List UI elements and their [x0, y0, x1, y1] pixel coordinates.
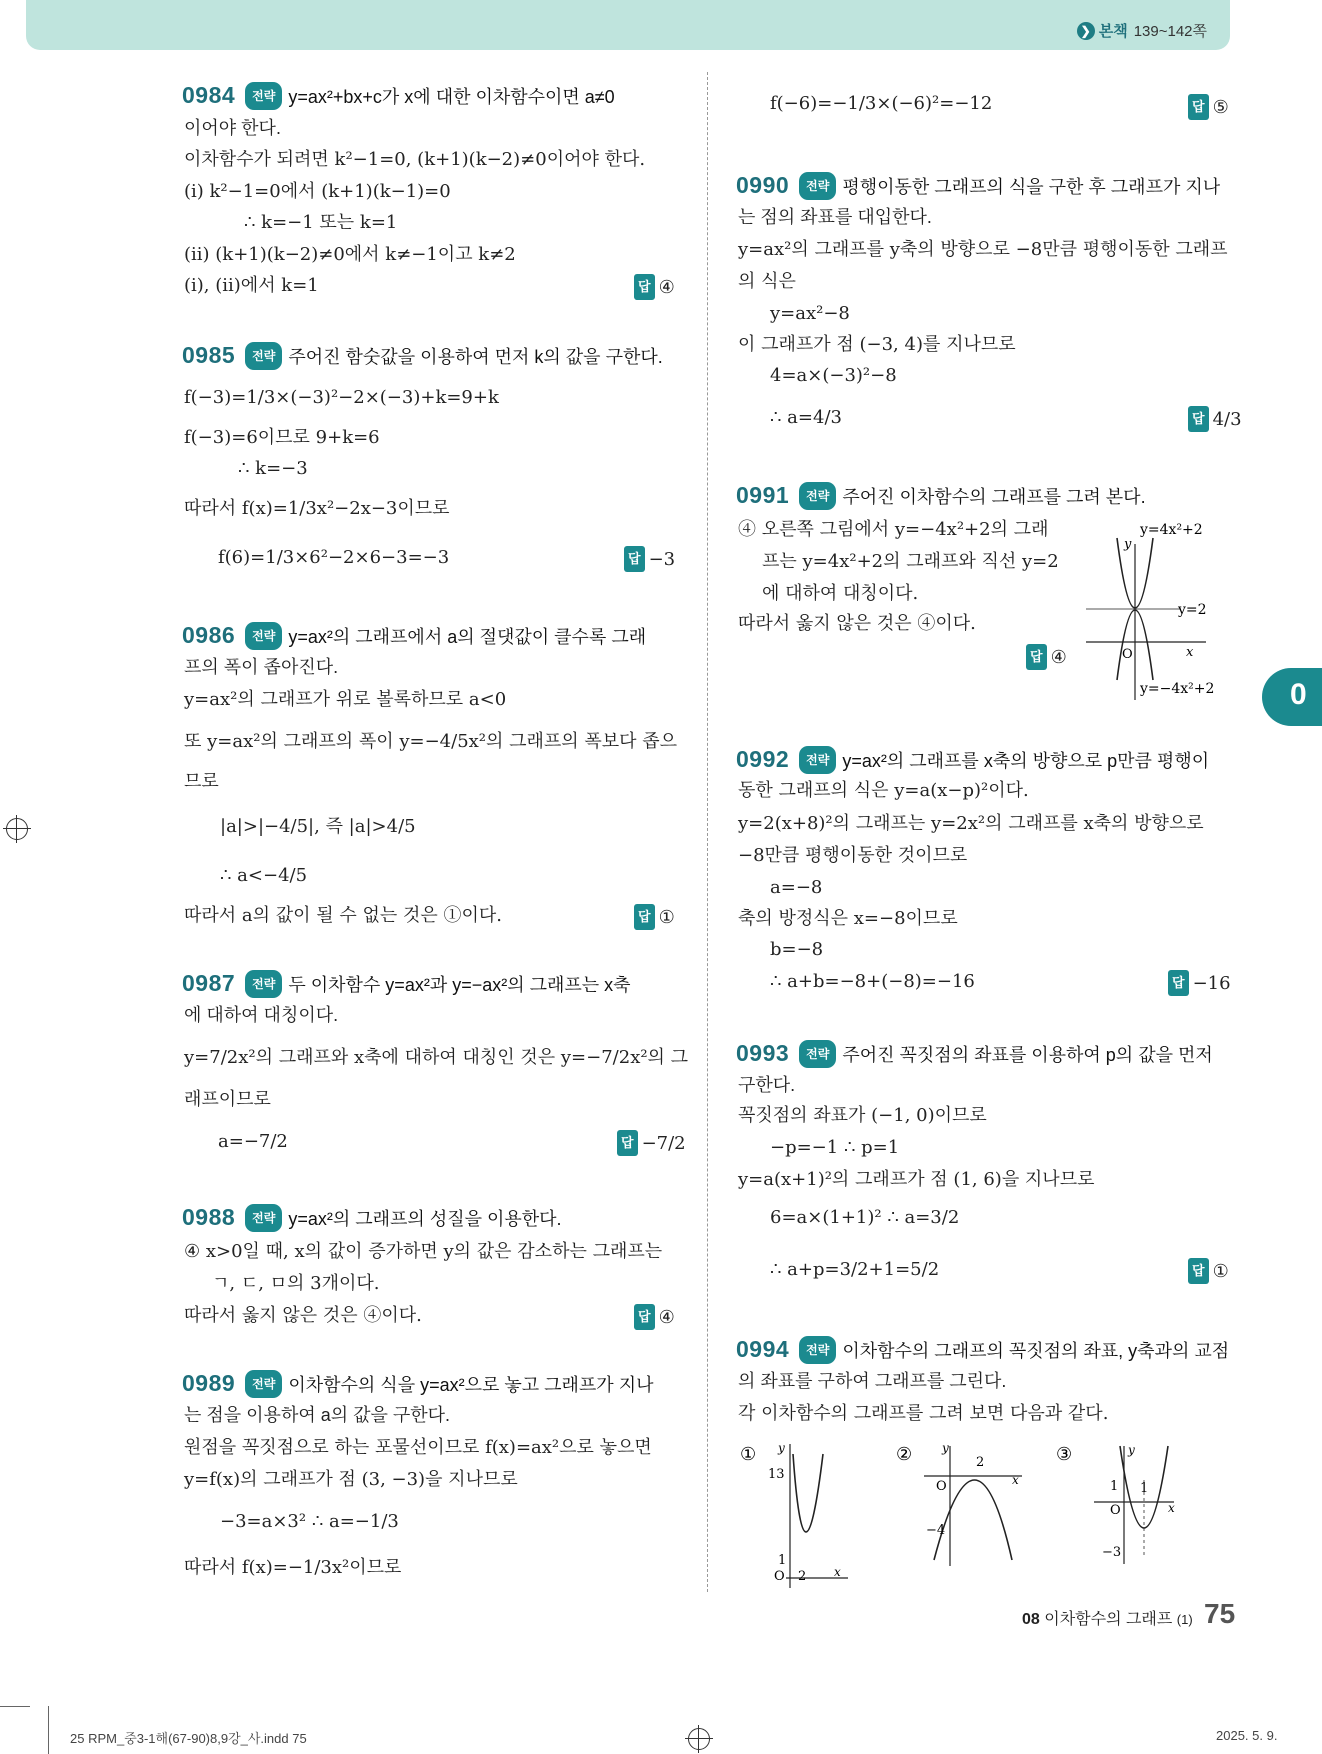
crop-mark	[48, 1706, 49, 1754]
parabola	[793, 1454, 823, 1532]
graph-label: ③	[1056, 1444, 1073, 1465]
solution-line: 꼭짓점의 좌표가 (−1, 0)이므로	[738, 1105, 987, 1126]
y-label: y	[778, 1441, 785, 1455]
problem-number: 0989	[182, 1370, 236, 1396]
chapter-part: (1)	[1176, 1612, 1193, 1627]
solution-line: 4=a×(−3)²−8	[770, 365, 897, 386]
x-label: x	[1168, 1501, 1175, 1515]
origin-label: O	[936, 1479, 947, 1494]
answer-badge: 답	[634, 1304, 655, 1330]
problem-0987-header	[182, 970, 631, 998]
solution-line: 따라서 f(x)=1/3x²−2x−3이므로	[184, 498, 450, 519]
answer-value: 4/3	[1212, 409, 1242, 430]
solution-line: f(−6)=−1/3×(−6)²=−12	[770, 93, 993, 114]
strategy-tag: 전략	[245, 82, 282, 110]
graph-label: ②	[896, 1444, 913, 1465]
problem-0993-header	[736, 1040, 1213, 1068]
answer-badge: 답	[1188, 94, 1209, 120]
solution-line: f(−3)=1/3×(−3)²−2×(−3)+k=9+k	[184, 387, 499, 408]
solution-line: |a|>|−4/5|, 즉 |a|>4/5	[220, 816, 416, 837]
strategy-text: y=ax²의 그래프를 x축의 방향으로 p만큼 평행이	[842, 751, 1210, 771]
solution-line: 원점을 꼭짓점으로 하는 포물선이므로 f(x)=ax²으로 놓으면	[184, 1437, 652, 1458]
strategy-text: 평행이동한 그래프의 식을 구한 후 그래프가 지나	[842, 177, 1221, 197]
solution-line: −8만큼 평행이동한 것이므로	[738, 845, 968, 866]
answer-badge: 답	[1188, 1258, 1209, 1284]
solution-line: (ⅰ) k²−1=0에서 (k+1)(k−1)=0	[184, 181, 451, 202]
origin-label: O	[774, 1569, 785, 1584]
strategy-tag: 전략	[799, 746, 836, 774]
problem-0992-header	[736, 746, 1209, 774]
strategy-text: 주어진 이차함수의 그래프를 그려 본다.	[842, 487, 1146, 507]
problem-number: 0994	[736, 1336, 790, 1362]
solution-line: ㄱ, ㄷ, ㅁ의 3개이다.	[212, 1273, 380, 1294]
solution-line: a=−7/2	[218, 1131, 288, 1152]
solution-line: (ⅱ) (k+1)(k−2)≠0에서 k≠−1이고 k≠2	[184, 244, 516, 265]
solution-line: 래프이므로	[184, 1089, 271, 1110]
problem-number: 0993	[736, 1040, 790, 1066]
footer-chapter	[1022, 1606, 1193, 1629]
solution-line: ∴ a=4/3	[770, 407, 842, 428]
answer-badge: 답	[1168, 970, 1189, 996]
print-date: 2025. 5. 9.	[1216, 1728, 1278, 1743]
graph-0994-1	[738, 1440, 858, 1590]
chapter-tab	[1262, 668, 1322, 726]
solution-line: 따라서 a의 값이 될 수 없는 것은 ①이다.	[184, 905, 502, 926]
solution-line: y=7/2x²의 그래프와 x축에 대하여 대칭인 것은 y=−7/2x²의 그	[184, 1047, 689, 1068]
label-lower: y=−4x²+2	[1140, 681, 1215, 697]
tick-minus4: −4	[926, 1523, 946, 1538]
answer-badge: 답	[617, 1130, 638, 1156]
problem-number: 0991	[736, 482, 790, 508]
problem-0988-header	[182, 1204, 562, 1232]
solution-line: 에 대하여 대칭이다.	[762, 583, 919, 604]
solution-line: 프의 폭이 좁아진다.	[184, 657, 339, 677]
answer-0992	[1168, 970, 1231, 996]
answer-0989	[1188, 94, 1229, 120]
solution-line: ∴ a<−4/5	[220, 865, 308, 886]
solution-line: y=f(x)의 그래프가 점 (3, −3)을 지나므로	[184, 1469, 518, 1490]
solution-line: ∴ k=−3	[238, 458, 308, 479]
solution-line: −p=−1 ∴ p=1	[770, 1137, 900, 1158]
solution-line: b=−8	[770, 939, 824, 960]
problem-0989-header	[182, 1370, 653, 1398]
tick-1-x: 1	[1140, 1481, 1149, 1496]
strategy-text: y=ax²의 그래프의 성질을 이용한다.	[288, 1209, 562, 1229]
header-bar	[26, 0, 1230, 50]
graph-0991	[1086, 514, 1216, 700]
registration-mark-icon	[688, 1728, 710, 1750]
answer-0987	[617, 1130, 686, 1156]
x-label: x	[1186, 645, 1194, 660]
solution-line: y=ax²의 그래프를 y축의 방향으로 −8만큼 평행이동한 그래프	[738, 239, 1228, 260]
strategy-tag: 전략	[245, 342, 282, 370]
strategy-text: 두 이차함수 y=ax²과 y=−ax²의 그래프는 x축	[288, 975, 631, 995]
solution-line: 에 대하여 대칭이다.	[184, 1005, 339, 1025]
solution-line: f(−3)=6이므로 9+k=6	[184, 427, 380, 448]
chevron-right-icon: ❯	[1077, 22, 1095, 40]
answer-value: ④	[658, 1307, 675, 1328]
solution-line: 의 식은	[738, 271, 796, 292]
tick-2: 2	[798, 1569, 807, 1584]
solution-line: 따라서 f(x)=−1/3x²이므로	[184, 1557, 402, 1578]
chapter-number: 08	[1022, 1611, 1040, 1628]
solution-line: 6=a×(1+1)² ∴ a=3/2	[770, 1207, 960, 1228]
strategy-tag: 전략	[245, 1370, 282, 1398]
answer-badge: 답	[634, 904, 655, 930]
x-label: x	[1012, 1473, 1019, 1487]
solution-line: 이어야 한다.	[184, 118, 281, 138]
answer-badge: 답	[1026, 644, 1047, 670]
answer-value: ①	[1212, 1261, 1229, 1282]
problem-number: 0987	[182, 970, 236, 996]
solution-line: ∴ k=−1 또는 k=1	[244, 212, 398, 233]
registration-mark-icon	[6, 818, 28, 840]
strategy-tag: 전략	[799, 1336, 836, 1364]
answer-0984	[634, 274, 675, 300]
strategy-text: 주어진 꼭짓점의 좌표를 이용하여 p의 값을 먼저	[842, 1045, 1213, 1065]
origin-label: O	[1122, 647, 1133, 662]
problem-number: 0988	[182, 1204, 236, 1230]
solution-line: 따라서 옳지 않은 것은 ④이다.	[184, 1305, 422, 1326]
y-label: y	[942, 1441, 949, 1455]
page-number: 75	[1204, 1598, 1236, 1629]
solution-line: ∴ a+p=3/2+1=5/2	[770, 1259, 940, 1280]
label-upper: y=4x²+2	[1140, 522, 1203, 538]
solution-line: 므로	[184, 771, 219, 792]
answer-badge: 답	[634, 274, 655, 300]
ref-label: 본책	[1098, 23, 1128, 40]
solution-line: f(6)=1/3×6²−2×6−3=−3	[218, 547, 450, 568]
page-reference	[1077, 20, 1207, 41]
strategy-tag: 전략	[799, 1040, 836, 1068]
problem-0985-header	[182, 342, 663, 370]
tick-13: 13	[768, 1467, 785, 1482]
tick-1-y: 1	[1110, 1479, 1119, 1494]
solution-line: ④ x>0일 때, x의 값이 증가하면 y의 값은 감소하는 그래프는	[184, 1241, 663, 1262]
solution-line: ∴ a+b=−8+(−8)=−16	[770, 971, 975, 992]
answer-0990	[1188, 406, 1242, 432]
problem-0990-header	[736, 172, 1220, 200]
solution-line: (ⅰ), (ⅱ)에서 k=1	[184, 275, 319, 296]
solution-line: 각 이차함수의 그래프를 그려 보면 다음과 같다.	[738, 1403, 1109, 1424]
graph-0994-3	[1054, 1440, 1184, 1570]
solution-line: 는 점의 좌표를 대입한다.	[738, 207, 932, 227]
problem-number: 0986	[182, 622, 236, 648]
answer-value: ①	[658, 907, 675, 928]
answer-0985	[624, 546, 675, 572]
solution-line: 프는 y=4x²+2의 그래프와 직선 y=2	[762, 551, 1059, 572]
y-label: y	[1124, 537, 1132, 552]
problem-0984-header	[182, 82, 615, 110]
column-divider	[707, 72, 708, 1592]
problem-number: 0984	[182, 82, 236, 108]
origin-label: O	[1110, 1503, 1121, 1518]
chapter-tab-text: 0	[1290, 678, 1307, 711]
problem-0991-header	[736, 482, 1146, 510]
problem-number: 0992	[736, 746, 790, 772]
strategy-text: 주어진 함숫값을 이용하여 먼저 k의 값을 구한다.	[288, 347, 663, 367]
graph-label: ①	[740, 1444, 757, 1465]
solution-line: 구한다.	[738, 1075, 796, 1095]
answer-value: ⑤	[1212, 97, 1229, 118]
answer-0993	[1188, 1258, 1229, 1284]
strategy-tag: 전략	[799, 172, 836, 200]
problem-0994-header	[736, 1336, 1229, 1364]
solution-line: y=a(x+1)²의 그래프가 점 (1, 6)을 지나므로	[738, 1169, 1095, 1190]
problem-0986-header	[182, 622, 646, 650]
strategy-tag: 전략	[799, 482, 836, 510]
answer-badge: 답	[624, 546, 645, 572]
answer-value: −16	[1192, 973, 1231, 994]
answer-value: −7/2	[641, 1133, 686, 1154]
solution-line: y=ax²−8	[770, 303, 850, 324]
solution-line: ④ 오른쪽 그림에서 y=−4x²+2의 그래	[738, 519, 1049, 540]
label-y2: y=2	[1178, 602, 1207, 618]
solution-line: 이차함수가 되려면 k²−1=0, (k+1)(k−2)≠0이어야 한다.	[184, 149, 646, 170]
strategy-text: y=ax²+bx+c가 x에 대한 이차함수이면 a≠0	[288, 87, 615, 107]
graph-0994-2	[894, 1440, 1034, 1570]
solution-line: 동한 그래프의 식은 y=a(x−p)²이다.	[738, 780, 1029, 801]
solution-line: 또 y=ax²의 그래프의 폭이 y=−4/5x²의 그래프의 폭보다 좁으	[184, 731, 678, 752]
answer-badge: 답	[1188, 406, 1209, 432]
problem-number: 0990	[736, 172, 790, 198]
problem-number: 0985	[182, 342, 236, 368]
strategy-text: 이차함수의 그래프의 꼭짓점의 좌표, y축과의 교점	[842, 1341, 1230, 1361]
solution-line: −3=a×3² ∴ a=−1/3	[220, 1511, 399, 1532]
file-slug: 25 RPM_중3-1해(67-90)8,9강_사.indd 75	[70, 1731, 307, 1746]
solution-line: 축의 방정식은 x=−8이므로	[738, 908, 958, 929]
answer-value: ④	[658, 277, 675, 298]
answer-0986	[634, 904, 675, 930]
solution-line: 의 좌표를 구하여 그래프를 그린다.	[738, 1371, 1007, 1391]
solution-line: y=ax²의 그래프가 위로 볼록하므로 a<0	[184, 689, 507, 710]
solution-line: 는 점을 이용하여 a의 값을 구한다.	[184, 1405, 451, 1425]
chapter-title: 이차함수의 그래프	[1044, 1611, 1173, 1628]
tick-2: 2	[976, 1455, 985, 1470]
solution-line: 따라서 옳지 않은 것은 ④이다.	[738, 613, 976, 634]
strategy-tag: 전략	[245, 970, 282, 998]
solution-line: a=−8	[770, 877, 823, 898]
solution-line: 이 그래프가 점 (−3, 4)를 지나므로	[738, 334, 1016, 355]
strategy-text: y=ax²의 그래프에서 a의 절댓값이 클수록 그래	[288, 627, 647, 647]
answer-value: ④	[1050, 647, 1067, 668]
solution-line: y=2(x+8)²의 그래프는 y=2x²의 그래프를 x축의 방향으로	[738, 813, 1204, 834]
answer-value: −3	[648, 549, 676, 570]
strategy-text: 이차함수의 식을 y=ax²으로 놓고 그래프가 지나	[288, 1375, 654, 1395]
x-label: x	[834, 1565, 841, 1579]
strategy-tag: 전략	[245, 1204, 282, 1232]
ref-pages: 139~142쪽	[1133, 23, 1207, 40]
answer-0991	[1026, 644, 1067, 670]
tick-1: 1	[778, 1553, 787, 1568]
crop-mark	[0, 1706, 30, 1707]
strategy-tag: 전략	[245, 622, 282, 650]
answer-0988	[634, 1304, 675, 1330]
tick-minus3: −3	[1102, 1545, 1122, 1560]
y-label: y	[1128, 1443, 1135, 1457]
